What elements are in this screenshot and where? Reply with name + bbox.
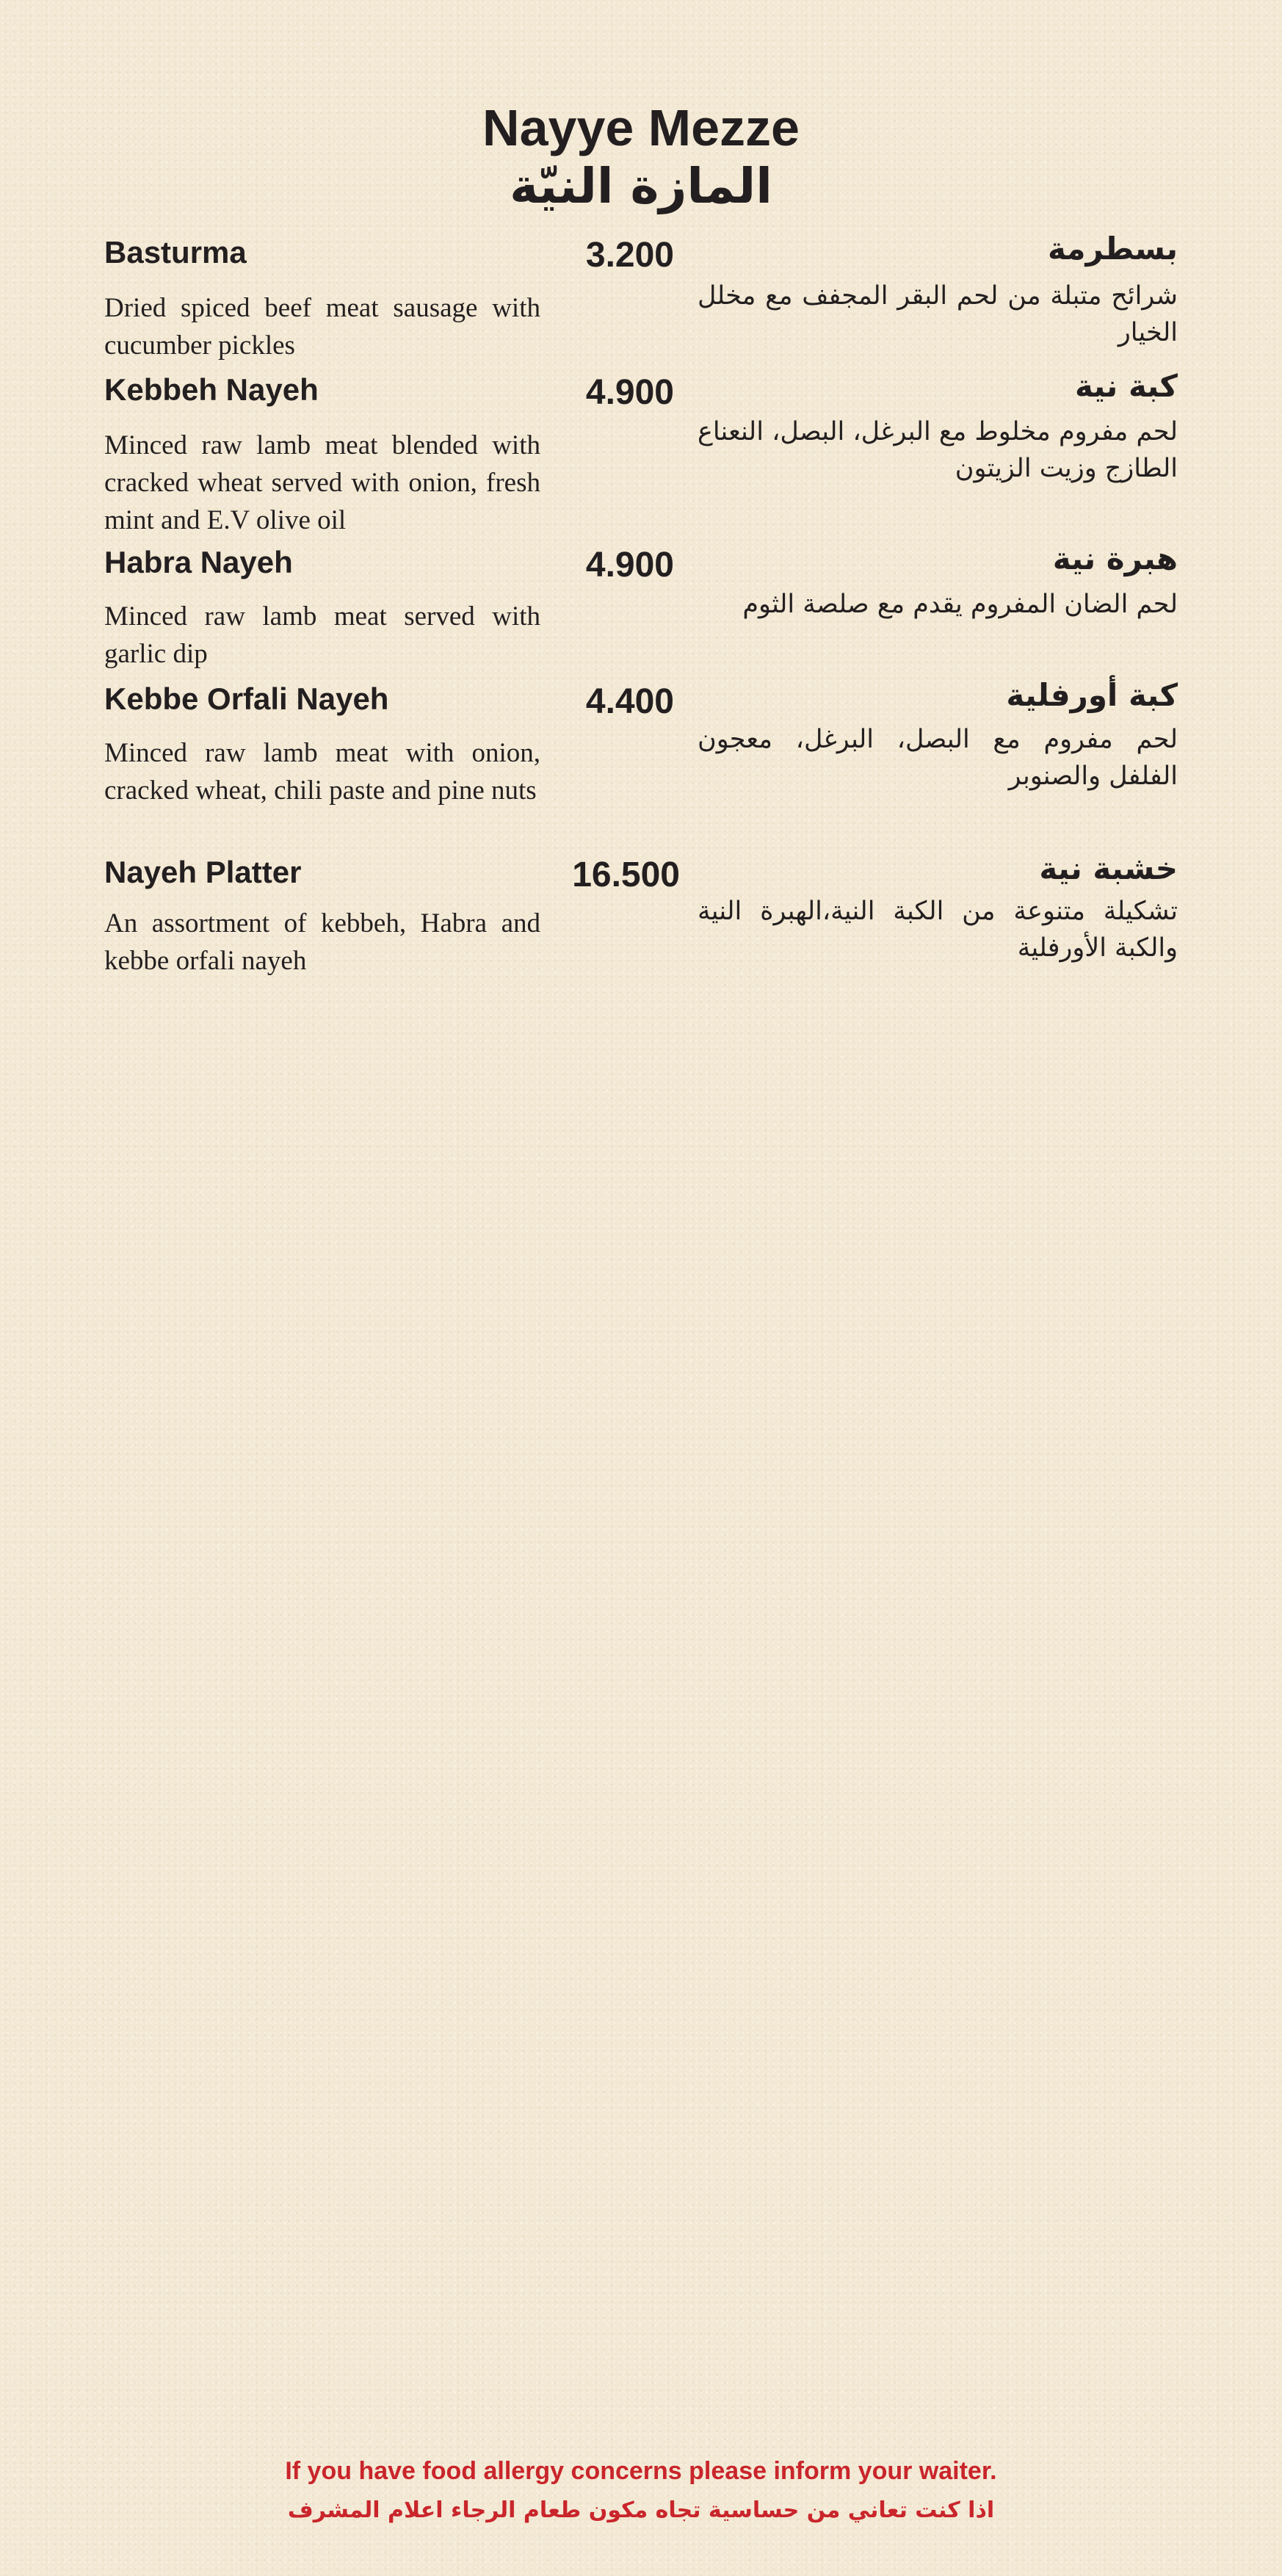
item-price: 4.900 [585, 546, 674, 585]
item-description-english: Minced raw lamb meat with onion, cracked wheat, chili paste and pine nuts [104, 738, 540, 806]
item-description-english: Minced raw lamb meat blended with cracked wheat served with onion, fresh mint and E.V olive oil [104, 430, 540, 535]
item-description-english: Minced raw lamb meat served with garlic dip [104, 601, 540, 669]
item-description-arabic: لحم مفروم مع البصل، البرغل، معجون الفلفل والصنوبر [698, 725, 1178, 791]
item-description-english: Dried spiced beef meat sausage with cucumber pickles [104, 293, 540, 361]
item-description-english: An assortment of kebbeh, Habra and kebbe orfali nayeh [104, 908, 540, 976]
item-name-english: Nayeh Platter [104, 855, 302, 889]
item-description-arabic: لحم مفروم مخلوط مع البرغل، البصل، النعناع الطازج وزيت الزيتون [698, 417, 1178, 483]
item-name-arabic: هبرة نية [1052, 540, 1178, 576]
item-name-arabic: بسطرمة [1047, 231, 1178, 267]
item-name-english: Basturma [104, 235, 247, 269]
allergy-notice-english: If you have food allergy concerns please inform your waiter. [285, 2457, 997, 2485]
item-description-arabic: تشكيلة متنوعة من الكبة النية،الهبرة النية والكبة الأورفلية [698, 897, 1178, 963]
item-description-arabic: شرائح متبلة من لحم البقر المجفف مع مخلل الخيار [698, 281, 1178, 347]
page-title-arabic: المازة النيّة [510, 158, 772, 214]
allergy-notice-arabic: اذا كنت تعاني من حساسية تجاه مكون طعام الرجاء اعلام المشرف [287, 2497, 995, 2523]
item-price: 3.200 [585, 236, 674, 275]
item-name-english: Kebbeh Nayeh [104, 372, 319, 407]
item-price: 4.400 [585, 682, 674, 721]
item-price: 16.500 [572, 855, 680, 894]
item-name-english: Habra Nayeh [104, 545, 293, 579]
item-price: 4.900 [585, 373, 674, 412]
page-title-english: Nayye Mezze [482, 99, 800, 156]
item-name-arabic: خشبة نية [1039, 850, 1178, 886]
item-name-english: Kebbe Orfali Nayeh [104, 681, 389, 716]
item-name-arabic: كبة أورفلية [1006, 677, 1178, 713]
item-description-arabic: لحم الضان المفروم يقدم مع صلصة الثوم [742, 590, 1178, 619]
item-name-arabic: كبة نية [1074, 368, 1178, 404]
